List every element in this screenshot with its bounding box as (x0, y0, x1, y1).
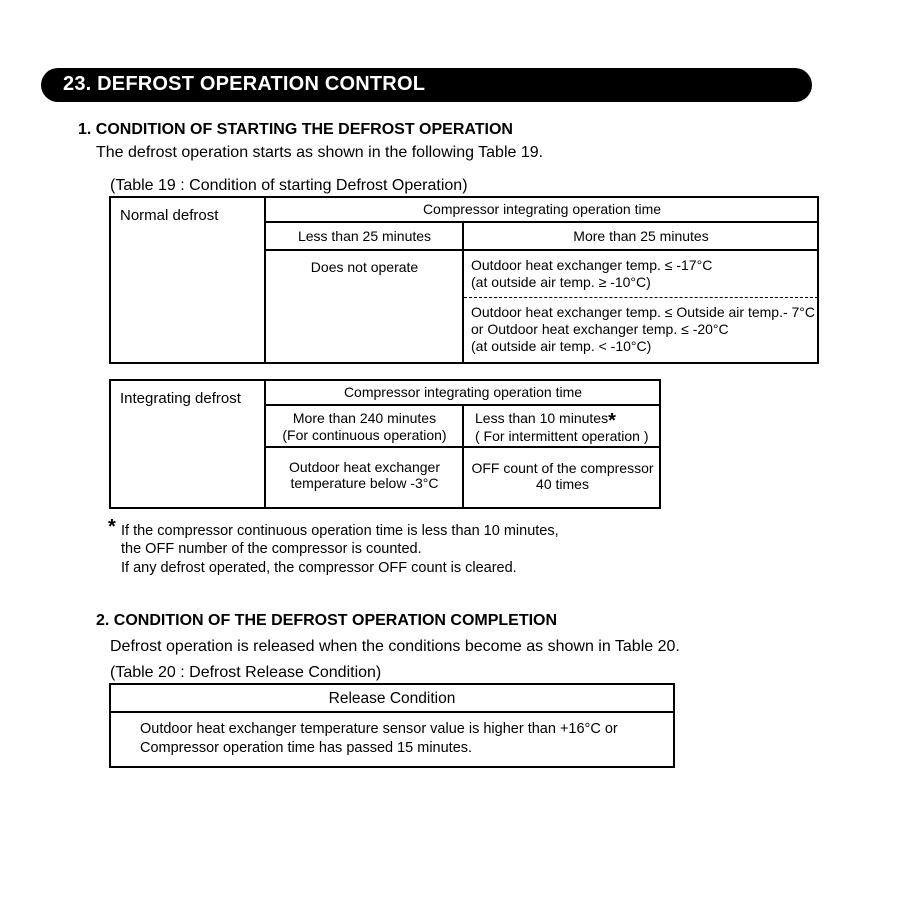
subsection-2-heading: 2. CONDITION OF THE DEFROST OPERATION COMPLETION (96, 612, 558, 629)
normal-defrost-label: Normal defrost (120, 207, 219, 224)
subsection-1-heading: 1. CONDITION OF STARTING THE DEFROST OPERATION (78, 121, 513, 138)
table-19-caption: (Table 19 : Condition of starting Defrost Operation) (110, 177, 468, 194)
note-line2: the OFF number of the compressor is counted. (121, 541, 422, 557)
subsection-1-intro: The defrost operation starts as shown in the following Table 19. (96, 144, 544, 161)
integrating-col2-value-line1: OFF count of the compressor (471, 460, 654, 476)
normal-col1-header: Less than 25 minutes (297, 228, 432, 244)
note-line3: If any defrost operated, the compressor OFF count is cleared. (121, 560, 517, 576)
subsection-2-intro: Defrost operation is released when the conditions become as shown in Table 20. (110, 638, 680, 655)
normal-col2-b-line1: Outdoor heat exchanger temp. ≤ Outside air temp.- 7°C (471, 304, 816, 320)
integrating-col2-header-line1-wrap (475, 410, 616, 432)
integrating-col2-value-line2: 40 times (536, 476, 589, 492)
normal-col2-header: More than 25 minutes (573, 228, 709, 244)
normal-col2-b-line3: (at outside air temp. < -10°C) (471, 338, 652, 354)
note-asterisk: * (108, 516, 116, 538)
section-title: 23. DEFROST OPERATION CONTROL (63, 73, 426, 95)
release-condition-line1: Outdoor heat exchanger temperature sensor value is higher than +16°C or (140, 721, 618, 737)
integrating-col2-header-line2: ( For intermittent operation ) (475, 428, 649, 444)
integrating-group-header: Compressor integrating operation time (343, 384, 583, 400)
section-banner (41, 68, 812, 102)
normal-col2-b-line2: or Outdoor heat exchanger temp. ≤ -20°C (471, 321, 729, 337)
integrating-col1-value-line1: Outdoor heat exchanger (289, 459, 440, 475)
asterisk-mark: * (608, 410, 616, 432)
normal-col2-a-line1: Outdoor heat exchanger temp. ≤ -17°C (471, 257, 713, 273)
table-20-caption: (Table 20 : Defrost Release Condition) (110, 664, 382, 681)
integrating-col2-header-line1: Less than 10 minutes (475, 410, 609, 426)
release-condition-line2: Compressor operation time has passed 15 minutes. (140, 740, 473, 756)
release-condition-header: Release Condition (328, 690, 456, 707)
integrating-col1-header-line1: More than 240 minutes (292, 410, 437, 426)
normal-group-header: Compressor integrating operation time (422, 201, 662, 217)
integrating-defrost-label: Integrating defrost (120, 390, 241, 407)
normal-col2-a-line2: (at outside air temp. ≥ -10°C) (471, 274, 651, 290)
integrating-col1-value-line2: temperature below -3°C (290, 475, 439, 491)
normal-col1-value: Does not operate (310, 259, 419, 275)
note-line1: If the compressor continuous operation time is less than 10 minutes, (121, 523, 559, 539)
integrating-col1-header-line2: (For continuous operation) (282, 427, 447, 443)
